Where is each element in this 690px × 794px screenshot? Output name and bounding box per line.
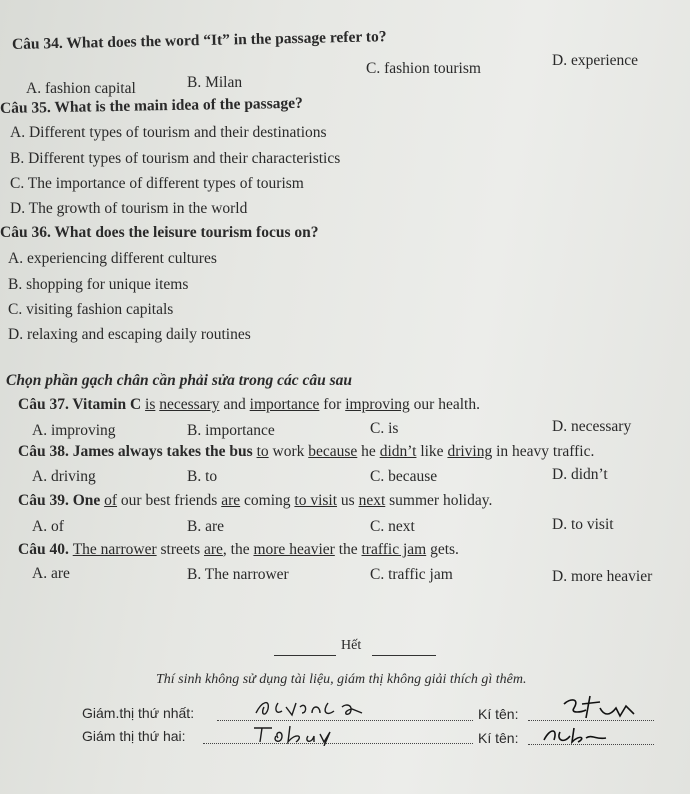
- q37-underlined-4: improving: [345, 396, 410, 413]
- q38-option-c: C. because: [370, 468, 438, 485]
- q38-underlined-1: to: [256, 443, 269, 460]
- q38-underlined-4: driving: [447, 443, 493, 460]
- q34-option-c: C. fashion tourism: [366, 60, 481, 77]
- question-34-stem: Câu 34. What does the word “It” in the passage refer to?: [11, 28, 387, 53]
- q38-option-b: B. to: [187, 468, 218, 485]
- q39-option-a: A. of: [32, 518, 64, 535]
- examiner-2-signature: [540, 724, 610, 746]
- q39-underlined-2: are: [221, 492, 241, 509]
- q40-option-b: B. The narrower: [187, 566, 289, 583]
- q35-option-b: B. Different types of tourism and their characteristics: [10, 150, 341, 167]
- question-35-stem: Câu 35. What is the main idea of the passage?: [0, 94, 303, 117]
- q34-option-b: B. Milan: [187, 74, 243, 91]
- examiner-1-sign-label: Kí tên:: [478, 706, 519, 722]
- q34-option-a: A. fashion capital: [26, 80, 136, 97]
- q38-option-d: D. didn’t: [552, 466, 608, 483]
- q39-underlined-4: next: [358, 492, 386, 509]
- q39-option-c: C. next: [370, 518, 415, 535]
- q39-option-d: D. to visit: [552, 516, 614, 533]
- q37-underlined-3: importance: [249, 396, 320, 413]
- q39-underlined-3: to visit: [294, 492, 338, 509]
- q40-underlined-4: traffic jam: [361, 541, 427, 558]
- q40-option-a: A. are: [32, 565, 70, 582]
- exam-note: Thí sinh không sử dụng tài liệu, giám thị không giải thích gì thêm.: [156, 672, 527, 687]
- end-rule-right: [372, 655, 436, 656]
- q36-option-d: D. relaxing and escaping daily routines: [8, 326, 251, 343]
- q35-option-a: A. Different types of tourism and their destinations: [10, 124, 327, 141]
- examiner-1-label: Giám.thị thứ nhất:: [82, 705, 195, 721]
- q37-option-c: C. is: [370, 420, 399, 437]
- examiner-2-sign-label: Kí tên:: [478, 730, 519, 746]
- q40-underlined-2: are: [203, 541, 223, 558]
- examiner-1-signature: [560, 694, 650, 722]
- q39-underlined-1: of: [104, 492, 118, 509]
- q37-underlined-1: is: [145, 396, 156, 413]
- q34-option-d: D. experience: [552, 52, 639, 69]
- section-heading: Chọn phần gạch chân cần phải sửa trong các câu sau: [6, 372, 353, 389]
- q40-underlined-3: more heavier: [253, 541, 335, 558]
- q38-option-a: A. driving: [32, 468, 96, 485]
- question-37-stem: Câu 37. Vitamin C is necessary and importance for improving our health.: [18, 396, 480, 413]
- q37-option-a: A. improving: [32, 422, 116, 439]
- q38-underlined-3: didn’t: [379, 443, 417, 460]
- question-38-stem: Câu 38. James always takes the bus to work because he didn’t like driving in heavy traffic.: [18, 443, 595, 460]
- q40-option-c: C. traffic jam: [370, 566, 453, 583]
- examiner-2-name-signature: [250, 722, 340, 746]
- question-36-stem: Câu 36. What does the leisure tourism focus on?: [0, 224, 319, 241]
- end-rule-left: [274, 655, 336, 656]
- q36-option-b: B. shopping for unique items: [8, 276, 189, 293]
- examiner-2-label: Giám thị thứ hai:: [82, 728, 186, 744]
- q36-option-a: A. experiencing different cultures: [8, 250, 217, 267]
- question-40-stem: Câu 40. The narrower streets are, the more heavier the traffic jam gets.: [18, 541, 459, 558]
- q35-option-d: D. The growth of tourism in the world: [10, 200, 248, 217]
- end-marker: Hết: [341, 638, 362, 653]
- q37-option-d: D. necessary: [552, 418, 632, 435]
- examiner-1-name-signature: [250, 695, 400, 721]
- q35-option-c: C. The importance of different types of tourism: [10, 175, 304, 192]
- q37-underlined-2: necessary: [159, 396, 220, 413]
- q39-option-b: B. are: [187, 518, 225, 535]
- q36-option-c: C. visiting fashion capitals: [8, 301, 174, 318]
- q37-option-b: B. importance: [187, 422, 275, 439]
- q40-option-d: D. more heavier: [552, 568, 653, 585]
- question-39-stem: Câu 39. One of our best friends are coming to visit us next summer holiday.: [18, 492, 493, 509]
- q40-underlined-1: The narrower: [72, 541, 157, 558]
- q38-underlined-2: because: [308, 443, 358, 460]
